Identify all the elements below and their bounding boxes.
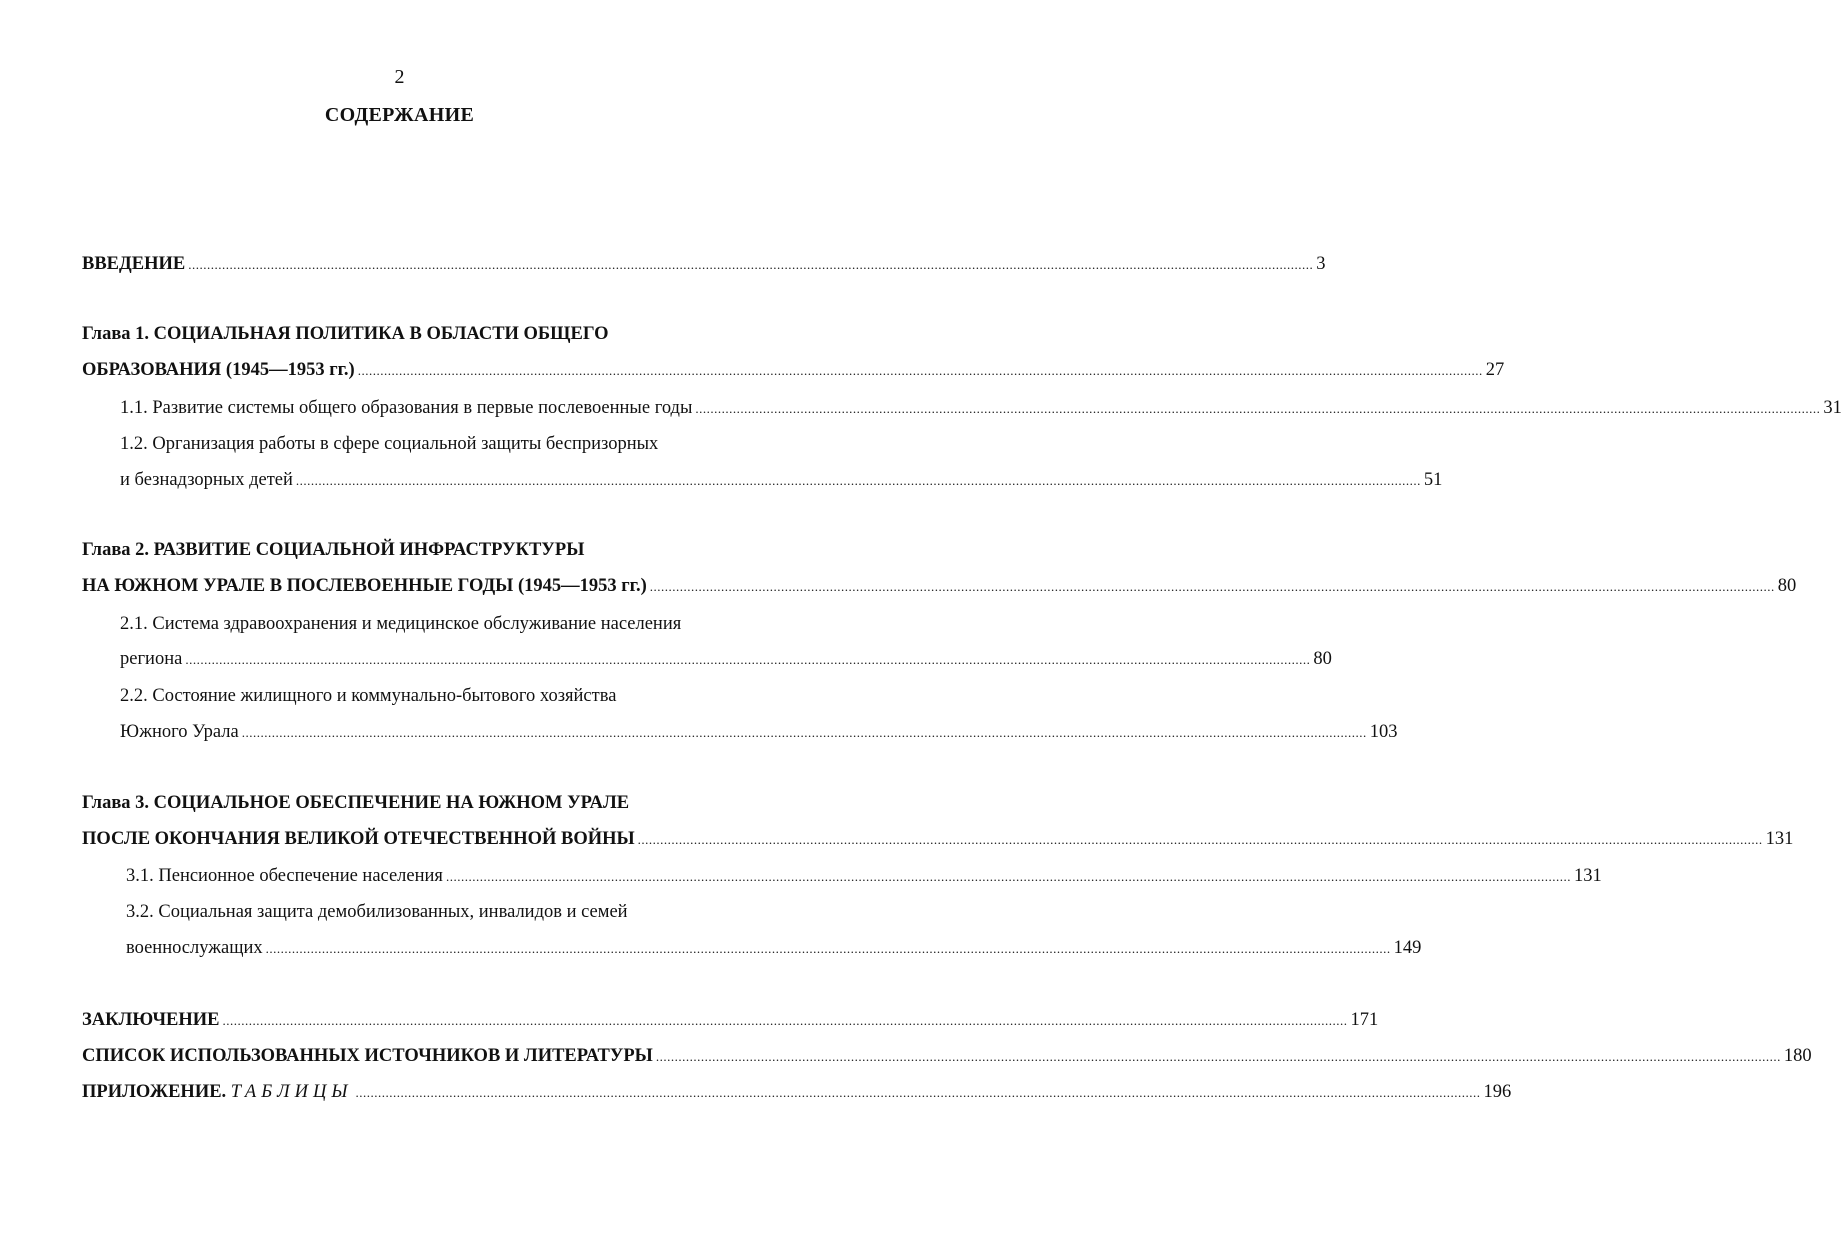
toc-entry-2-1-line1: 2.1. Система здравоохранения и медицинское обслуживание населения — [120, 614, 682, 634]
entry-title: ОБРАЗОВАНИЯ (1945—1953 гг.) — [82, 360, 355, 380]
entry-page: 31 — [1823, 398, 1842, 418]
toc-entry-1-1[interactable] — [120, 395, 1842, 421]
toc-entry-3-2[interactable] — [126, 935, 1422, 961]
toc-entry-chapter3[interactable] — [82, 826, 1794, 852]
entry-page: 131 — [1765, 829, 1794, 849]
toc-entry-1-2-line1: 1.2. Организация работы в сфере социальной защиты беспризорных — [120, 434, 659, 454]
entry-title: ВВЕДЕНИЕ — [82, 254, 186, 274]
entry-title: СПИСОК ИСПОЛЬЗОВАННЫХ ИСТОЧНИКОВ И ЛИТЕРАТУРЫ — [82, 1046, 653, 1066]
toc-entry-chapter1[interactable] — [82, 357, 1505, 383]
entry-title: 1.1. Развитие системы общего образования в первые послевоенные годы — [120, 398, 693, 418]
appendix-label: ПРИЛОЖЕНИЕ. — [82, 1082, 227, 1102]
toc-entry-1-2[interactable] — [120, 467, 1443, 493]
toc-entry-appendix[interactable] — [82, 1079, 1512, 1105]
toc-heading: СОДЕРЖАНИЕ — [324, 104, 475, 126]
entry-title: и безнадзорных детей — [120, 470, 293, 490]
entry-page: 80 — [1777, 576, 1797, 596]
entry-page: 51 — [1423, 470, 1443, 490]
entry-page: 3 — [1316, 254, 1326, 274]
leader-dots: ............................................................................................................................................................................................................................................................................................................ — [357, 363, 1483, 378]
toc-entry-conclusion[interactable] — [82, 1007, 1379, 1033]
leader-dots: ............................................................................................................................................................................................................................................................................................................ — [637, 832, 1763, 847]
entry-page: 171 — [1350, 1010, 1379, 1030]
leader-dots: ............................................................................................................................................................................................................................................................................................................ — [355, 1085, 1481, 1100]
entry-page: 149 — [1393, 938, 1422, 958]
entry-title: НА ЮЖНОМ УРАЛЕ В ПОСЛЕВОЕННЫЕ ГОДЫ (1945—1953 гг.) — [82, 576, 647, 596]
entry-title-group — [82, 1079, 353, 1105]
leader-dots: ............................................................................................................................................................................................................................................................................................................ — [222, 1013, 1348, 1028]
entry-title: 3.1. Пенсионное обеспечение населения — [126, 866, 443, 886]
chapter2-title-line1: Глава 2. РАЗВИТИЕ СОЦИАЛЬНОЙ ИНФРАСТРУКТУРЫ — [82, 540, 585, 560]
toc-entry-2-1[interactable] — [120, 646, 1332, 672]
entry-page: 103 — [1369, 722, 1398, 742]
leader-dots: ............................................................................................................................................................................................................................................................................................................ — [185, 652, 1311, 667]
entry-title: военнослужащих — [126, 938, 263, 958]
entry-title: региона — [120, 649, 183, 669]
entry-page: 180 — [1783, 1046, 1812, 1066]
entry-title: ПОСЛЕ ОКОНЧАНИЯ ВЕЛИКОЙ ОТЕЧЕСТВЕННОЙ ВОЙНЫ — [82, 829, 635, 849]
toc-entry-2-2[interactable] — [120, 719, 1398, 745]
toc-entry-3-2-line1: 3.2. Социальная защита демобилизованных, инвалидов и семей — [126, 902, 628, 922]
leader-dots: ............................................................................................................................................................................................................................................................................................................ — [241, 725, 1367, 740]
entry-page: 131 — [1573, 866, 1602, 886]
leader-dots: ............................................................................................................................................................................................................................................................................................................ — [445, 869, 1571, 884]
toc-entry-intro[interactable] — [82, 251, 1326, 277]
leader-dots: ............................................................................................................................................................................................................................................................................................................ — [188, 257, 1314, 272]
leader-dots: ............................................................................................................................................................................................................................................................................................................ — [295, 473, 1421, 488]
entry-page: 27 — [1485, 360, 1505, 380]
leader-dots: ............................................................................................................................................................................................................................................................................................................ — [265, 941, 1391, 956]
toc-entry-3-1[interactable] — [126, 863, 1602, 889]
leader-dots: ............................................................................................................................................................................................................................................................................................................ — [649, 579, 1775, 594]
toc-entry-chapter2[interactable] — [82, 573, 1797, 599]
appendix-suffix: ТАБЛИЦЫ — [230, 1082, 353, 1102]
chapter3-title-line1: Глава 3. СОЦИАЛЬНОЕ ОБЕСПЕЧЕНИЕ НА ЮЖНОМ УРАЛЕ — [82, 793, 630, 813]
entry-title: Южного Урала — [120, 722, 239, 742]
entry-title: ЗАКЛЮЧЕНИЕ — [82, 1010, 220, 1030]
chapter1-title-line1: Глава 1. СОЦИАЛЬНАЯ ПОЛИТИКА В ОБЛАСТИ ОБЩЕГО — [82, 324, 609, 344]
leader-dots: ............................................................................................................................................................................................................................................................................................................ — [695, 401, 1821, 416]
entry-page: 80 — [1313, 649, 1332, 669]
toc-entry-2-2-line1: 2.2. Состояние жилищного и коммунально-бытового хозяйства — [120, 686, 617, 706]
leader-dots: ............................................................................................................................................................................................................................................................................................................ — [655, 1049, 1781, 1064]
toc-entry-sources[interactable] — [82, 1043, 1812, 1069]
page-number: 2 — [394, 66, 405, 88]
entry-page: 196 — [1483, 1082, 1512, 1102]
